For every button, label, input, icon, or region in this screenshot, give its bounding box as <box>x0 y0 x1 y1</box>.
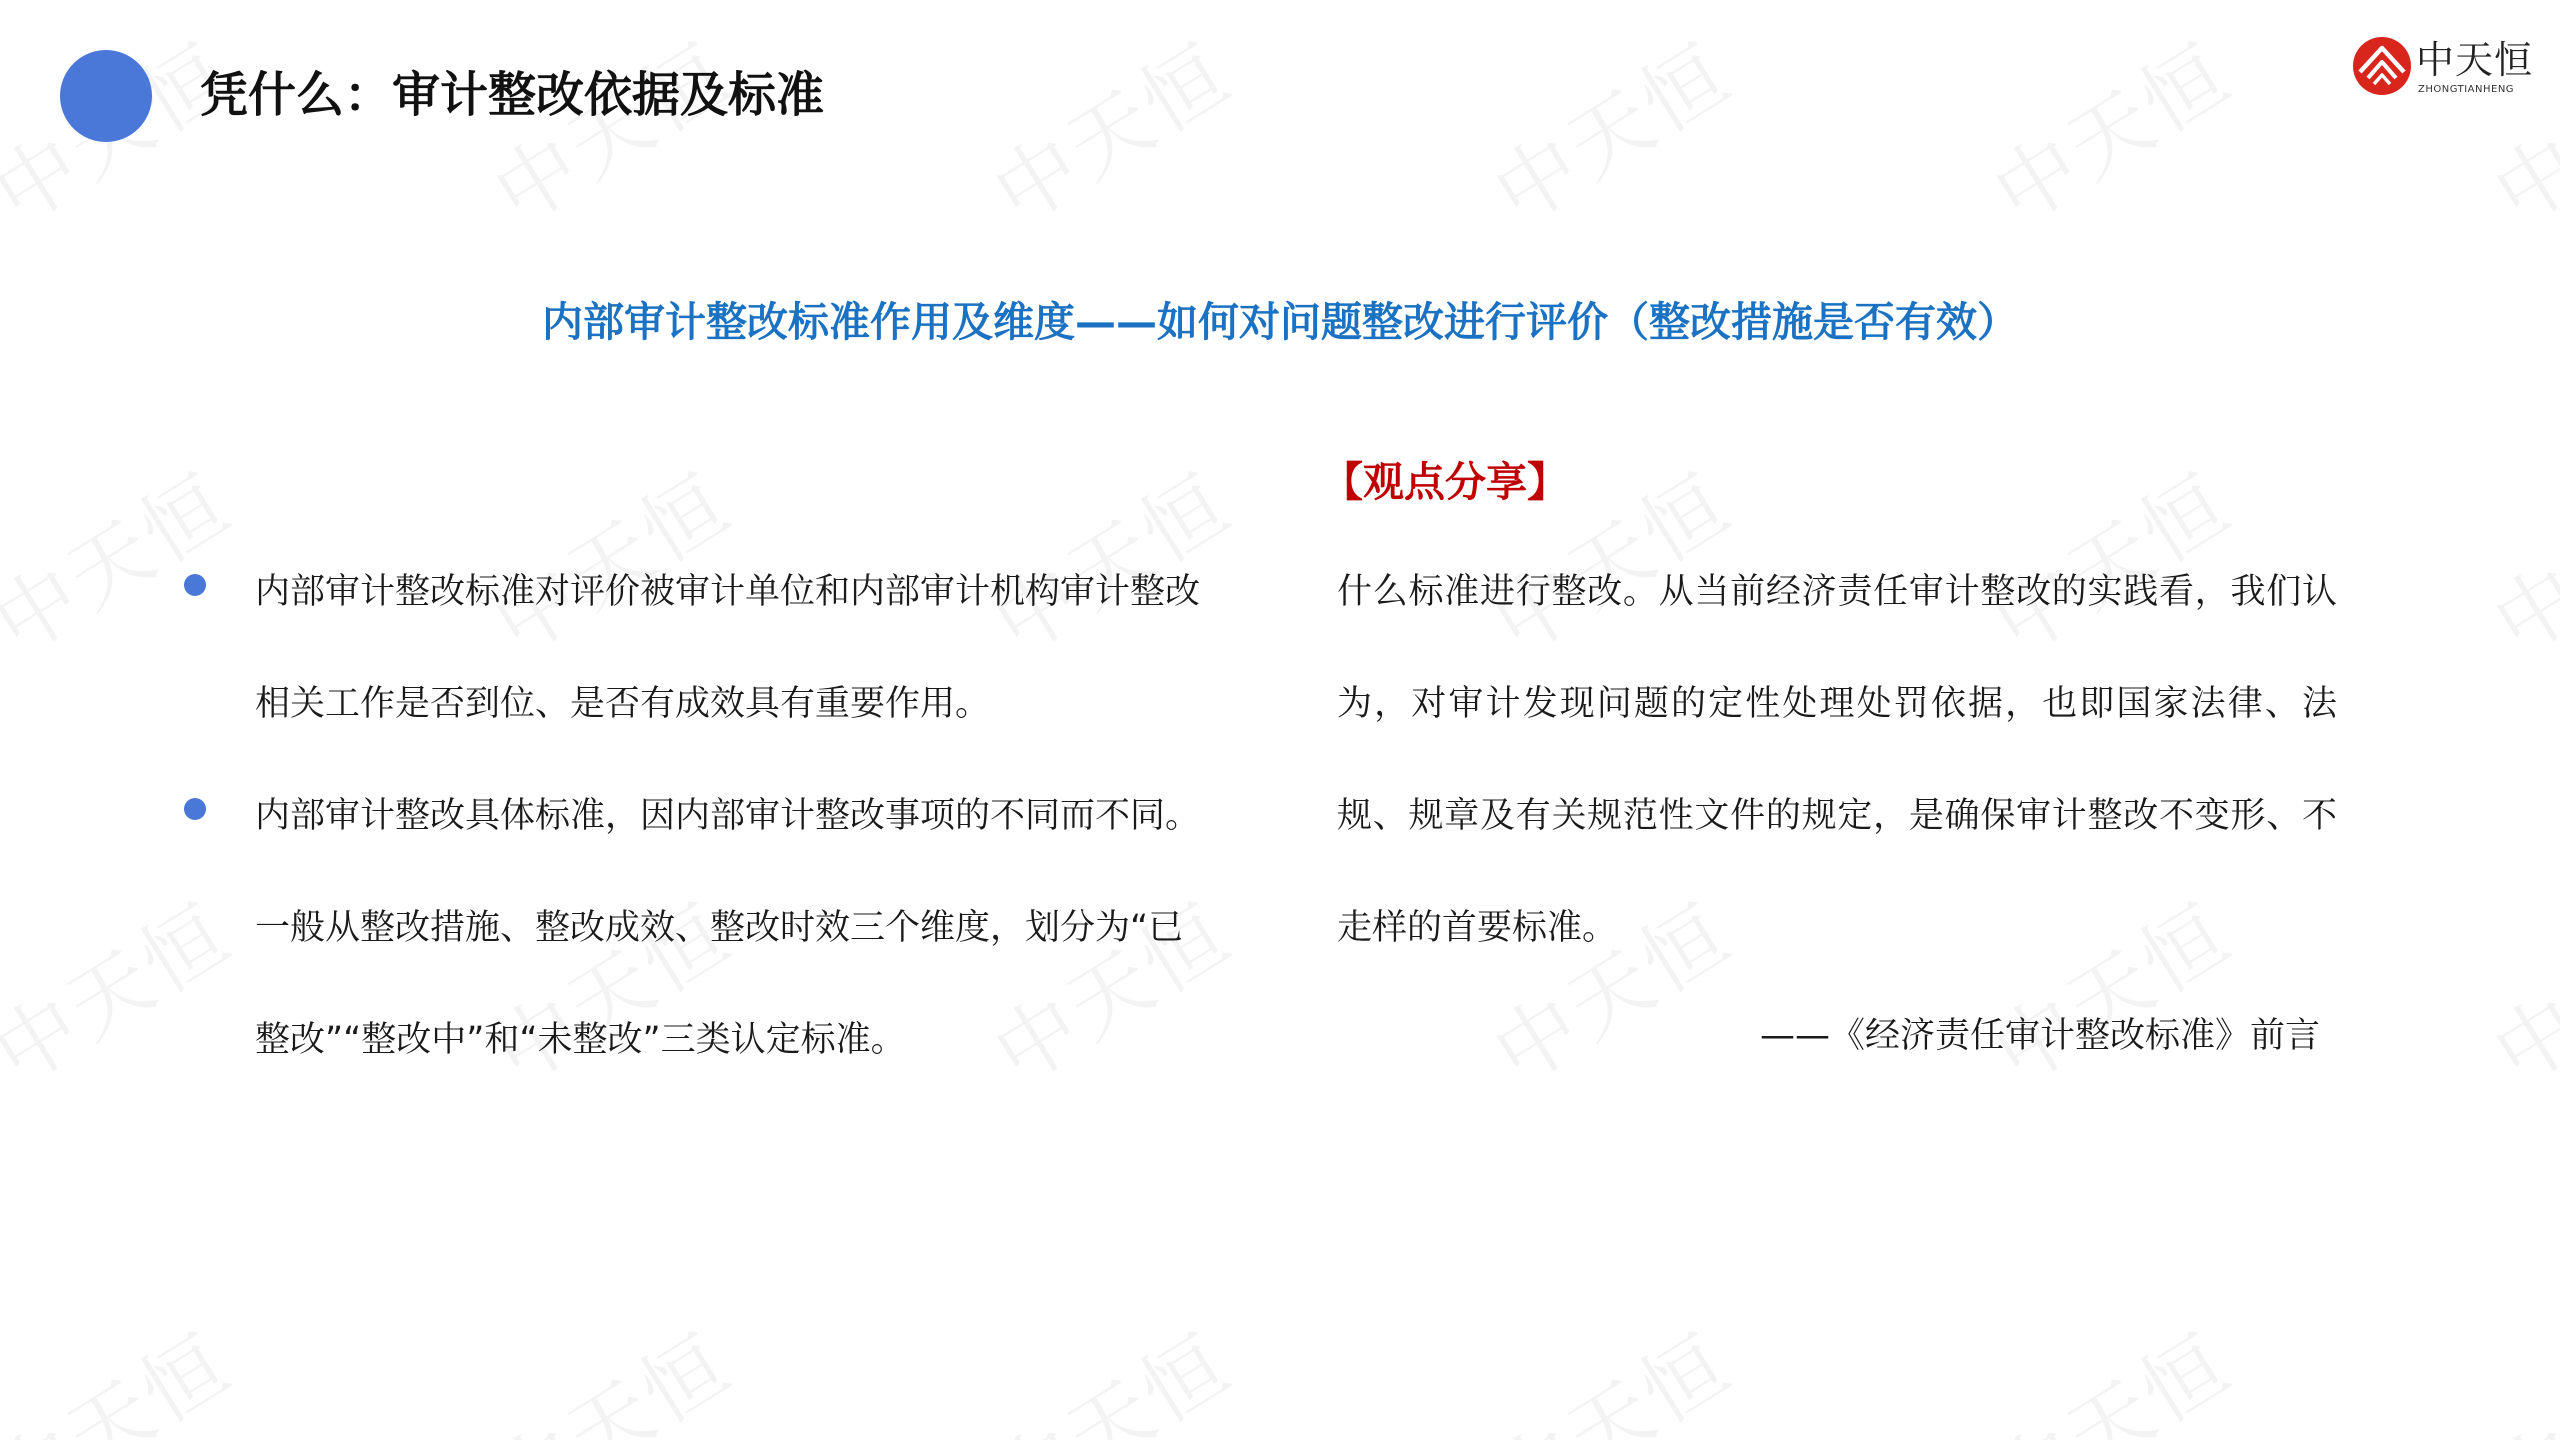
watermark-text <box>2469 1301 2560 1440</box>
bullet-dot-icon <box>184 574 206 596</box>
watermark-text <box>2469 871 2560 1107</box>
viewpoint-title: 【观点分享】 <box>1322 458 1568 506</box>
watermark-text <box>1969 1301 2250 1440</box>
watermark-text <box>469 11 750 247</box>
quote-source: ——《经济责任审计整改标准》前言 <box>1759 1016 2320 1056</box>
watermark-text <box>1969 11 2250 247</box>
watermark-text <box>469 1301 750 1440</box>
watermark-text <box>969 1301 1250 1440</box>
logo-name-en: ZHONGTIANHENG <box>2418 84 2515 95</box>
page-title: 凭什么：审计整改依据及标准 <box>200 67 825 123</box>
viewpoint-quote: 什么标准进行整改。从当前经济责任审计整改的实践看，我们认为，对审计发现问题的定性处理处罚依据，也即国家法律、法规、规章及有关规范性文件的规定，是确保审计整改不变形、不走样的首要标准。 <box>1337 572 2337 948</box>
watermark-text <box>0 1301 249 1440</box>
bullet-list <box>180 536 1200 1096</box>
watermark-text <box>969 11 1250 247</box>
title-accent-circle <box>60 50 152 142</box>
section-subtitle: 内部审计整改标准作用及维度——如何对问题整改进行评价（整改措施是否有效） <box>542 298 2018 346</box>
watermark-text <box>2469 441 2560 677</box>
watermark-text <box>1469 1301 1750 1440</box>
list-item <box>180 760 1200 1096</box>
zhongtianheng-logo-icon <box>2352 36 2412 96</box>
logo-name-cn: 中天恒 <box>2416 38 2534 82</box>
bullet-dot-icon <box>184 798 206 820</box>
company-logo <box>2352 36 2534 100</box>
bullet-text: 内部审计整改标准对评价被审计单位和内部审计机构审计整改相关工作是否到位、是否有成效具有重要作用。 <box>255 572 1201 724</box>
watermark-text <box>1469 11 1750 247</box>
list-item <box>180 536 1200 760</box>
bullet-text: 内部审计整改具体标准，因内部审计整改事项的不同而不同。一般从整改措施、整改成效、整改时效三个维度，划分为“已整改”“整改中”和“未整改”三类认定标准。 <box>255 796 1201 1060</box>
